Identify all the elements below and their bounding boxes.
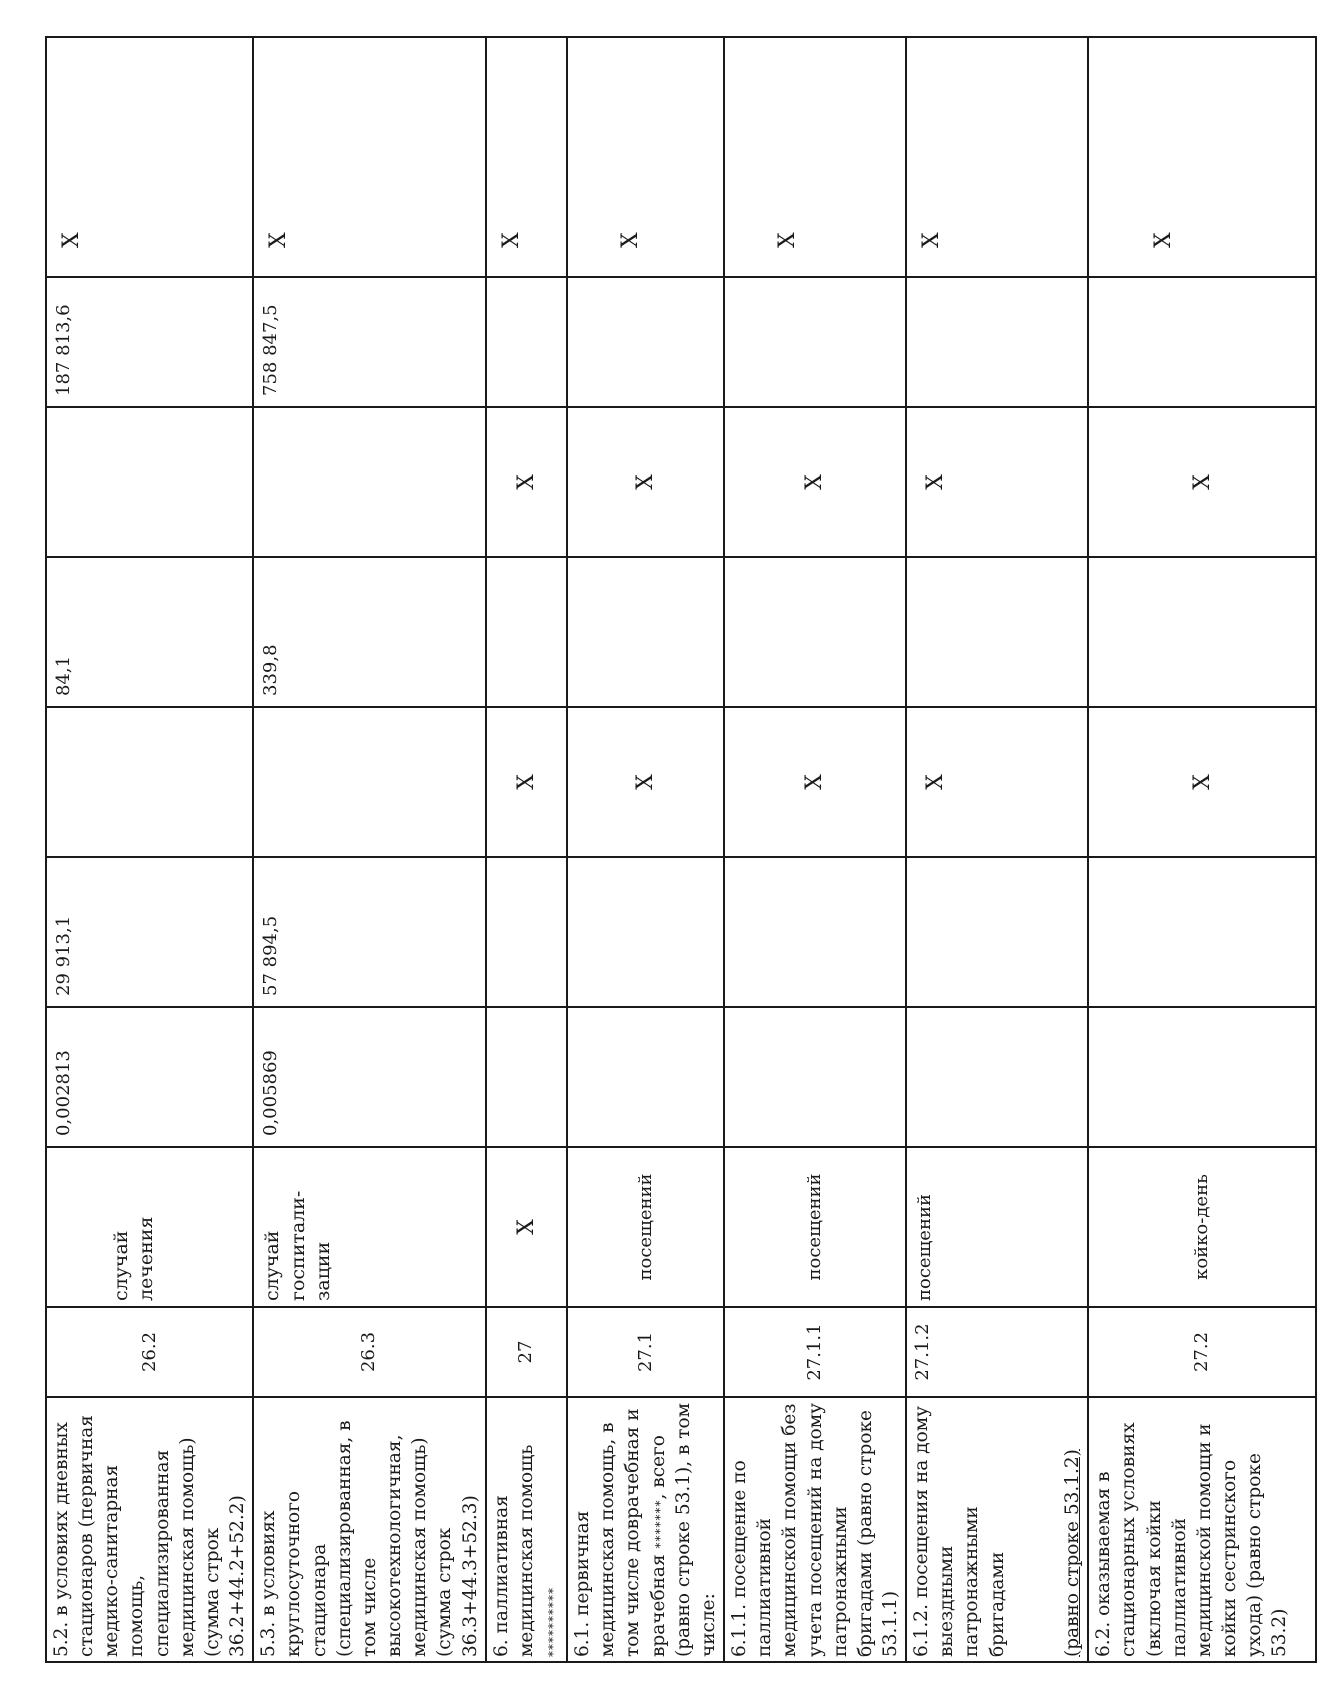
row-value-4 (567, 557, 724, 707)
row-value-1: 0,005869 (253, 1007, 485, 1147)
row-value-6: 187 813,6 (46, 277, 253, 407)
row-value-3 (46, 707, 253, 857)
row-value-1 (1088, 1007, 1316, 1147)
row-name: 6.1.1. посещение по паллиативной медицинской помощи без учета посещений на дому патронажными бригадами (равно строке 53.1.1) (724, 1397, 906, 1662)
row-value-6 (906, 277, 1088, 407)
row-unit: Х (486, 1147, 567, 1307)
row-value-3: Х (724, 707, 906, 857)
row-value-7: Х (46, 37, 253, 277)
row-value-2 (567, 857, 724, 1007)
row-value-5: Х (486, 407, 567, 557)
row-value-5: Х (567, 407, 724, 557)
row-code: 27 (486, 1307, 567, 1397)
row-value-4 (906, 557, 1088, 707)
row-value-6 (567, 277, 724, 407)
data-table (45, 36, 1317, 1663)
footnote-stars: ******* (652, 1499, 667, 1549)
footnote-stars: ********** (545, 1587, 560, 1657)
row-value-4: 84,1 (46, 557, 253, 707)
row-value-7: Х (567, 37, 724, 277)
table-row (724, 37, 906, 1662)
table-row (253, 37, 485, 1662)
row-value-2: 29 913,1 (46, 857, 253, 1007)
row-unit: посещений (724, 1147, 906, 1307)
table-row (46, 37, 253, 1662)
row-code: 27.2 (1088, 1307, 1316, 1397)
table-row (567, 37, 724, 1662)
row-value-3: Х (567, 707, 724, 857)
row-value-7: Х (724, 37, 906, 277)
row-unit: случай лечения (46, 1147, 253, 1307)
row-value-7: Х (253, 37, 485, 277)
row-value-3 (253, 707, 485, 857)
row-value-1 (486, 1007, 567, 1147)
row-code: 27.1.1 (724, 1307, 906, 1397)
row-value-2: 57 894,5 (253, 857, 485, 1007)
row-name: 6.1. первичная медицинская помощь, в том числе доврачебная и врачебная *******, всего (равно строке 53.1), в том числе: (567, 1397, 724, 1662)
rotated-table-page (45, 38, 1291, 1663)
row-value-1 (567, 1007, 724, 1147)
row-value-5: Х (906, 407, 1088, 557)
row-value-7: Х (1088, 37, 1316, 277)
table-row (906, 37, 1088, 1662)
row-value-2 (906, 857, 1088, 1007)
row-value-5: Х (1088, 407, 1316, 557)
row-value-2 (724, 857, 906, 1007)
row-name: 5.3. в условиях круглосуточного стационара (специализированная, в том числе высокотехнологичная, медицинская помощь)(сумма строк 36.3+44.3+52.3) (253, 1397, 485, 1662)
row-value-6 (724, 277, 906, 407)
row-unit: посещений (906, 1147, 1088, 1307)
row-value-6 (1088, 277, 1316, 407)
row-unit: койко-день (1088, 1147, 1316, 1307)
row-value-3: Х (486, 707, 567, 857)
row-value-1 (724, 1007, 906, 1147)
row-name: 6.1.2. посещения на дому выездными патронажными бригадами (равно строке 53.1.2) (906, 1397, 1088, 1662)
row-value-7: Х (486, 37, 567, 277)
row-value-4 (486, 557, 567, 707)
row-value-3: Х (906, 707, 1088, 857)
table-row (1088, 37, 1316, 1662)
row-value-4 (1088, 557, 1316, 707)
row-name: 5.2. в условиях дневных стационаров (первичная медико-санитарная помощь, специализированная медицинская помощь) (сумма строк 36.2+44.2+52.2) (46, 1397, 253, 1662)
row-value-6 (486, 277, 567, 407)
row-name: 6.2. оказываемая в стационарных условиях (включая койки паллиативной медицинской помощи и койки сестринского ухода) (равно строке 53.2) (1088, 1397, 1316, 1662)
row-code: 26.3 (253, 1307, 485, 1397)
row-code: 26.2 (46, 1307, 253, 1397)
row-value-1 (906, 1007, 1088, 1147)
row-value-5 (253, 407, 485, 557)
row-unit: случай госпитали-зации (253, 1147, 485, 1307)
row-value-4 (724, 557, 906, 707)
row-value-5 (46, 407, 253, 557)
row-unit: посещений (567, 1147, 724, 1307)
row-name: 6. паллиативная медицинская помощь ********** (486, 1397, 567, 1662)
row-code: 27.1.2 (906, 1307, 1088, 1397)
row-value-2 (486, 857, 567, 1007)
row-value-4: 339,8 (253, 557, 485, 707)
row-value-5: Х (724, 407, 906, 557)
row-value-3: Х (1088, 707, 1316, 857)
row-code: 27.1 (567, 1307, 724, 1397)
table-row (486, 37, 567, 1662)
row-value-6: 758 847,5 (253, 277, 485, 407)
row-value-1: 0,002813 (46, 1007, 253, 1147)
row-value-7: Х (906, 37, 1088, 277)
row-value-2 (1088, 857, 1316, 1007)
